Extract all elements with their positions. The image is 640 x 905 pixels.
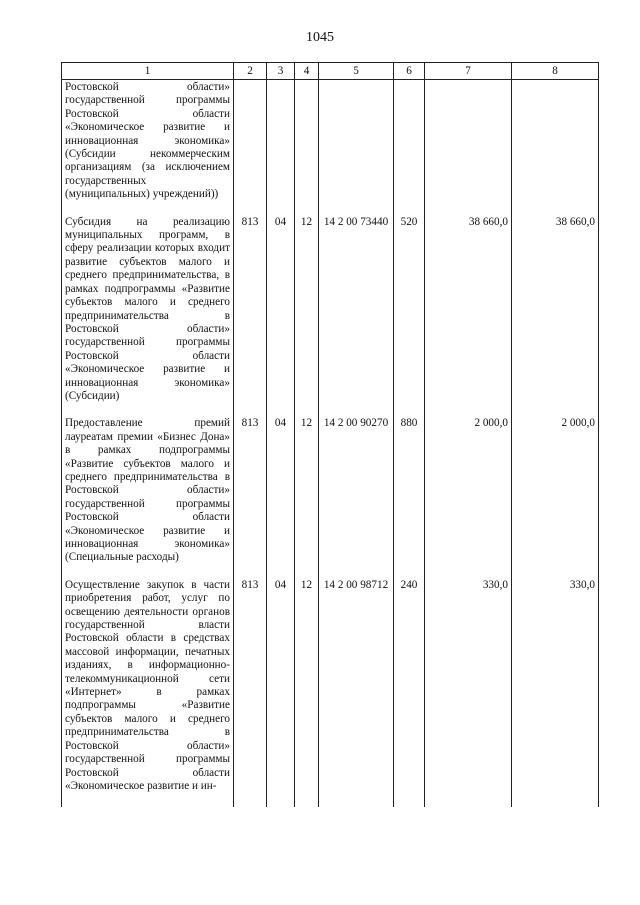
cell-section: 04 <box>267 417 295 578</box>
cell-subsection: 12 <box>295 216 319 418</box>
cell-section: 04 <box>267 216 295 418</box>
row-description: Осуществление закупок в части приобретения работ, услуг по освещению деятельности органов государственной власти Ростовской области в средствах массовой информации, печатных изданиях, в информационно-телекоммуникационной сети «Интернет» в рамках подпрограммы «Развитие субъектов малого и среднего предпринимательства в Ростовской области» государственной программы Ростовской области «Экономическое развитие и ин- <box>62 579 234 808</box>
row-description: Субсидия на реализацию муниципальных программ, в сферу реализации которых входит развитие субъектов малого и среднего предпринимательства, в рамках подпрограммы «Развитие субъектов малого и среднего предпринимательства в Ростовской области» государственной программы Ростовской области «Экономическое развитие и инновационная экономика» (Субсидии) <box>62 216 234 418</box>
page-number: 1045 <box>306 30 334 45</box>
cell-amount-2: 330,0 <box>512 579 599 808</box>
cell-ministry <box>234 80 267 216</box>
cell-target-code: 14 2 00 98712 <box>319 579 394 808</box>
cell-amount-2 <box>512 80 599 216</box>
cell-subsection: 12 <box>295 579 319 808</box>
column-header-5: 5 <box>319 63 394 80</box>
table-row <box>62 579 599 808</box>
cell-section <box>267 80 295 216</box>
column-header-6: 6 <box>394 63 425 80</box>
column-header-7: 7 <box>425 63 512 80</box>
cell-amount-1: 38 660,0 <box>425 216 512 418</box>
row-description: Ростовской области» государственной программы Ростовской области «Экономическое развитие и инновационная экономика» (Субсидии некоммерческим организациям (за исключением государственных (муниципальных) учреждений)) <box>62 80 234 216</box>
cell-amount-1: 2 000,0 <box>425 417 512 578</box>
table-row <box>62 417 599 578</box>
column-header-1: 1 <box>62 63 234 80</box>
cell-expense-type: 240 <box>394 579 425 808</box>
table-row <box>62 80 599 216</box>
table-row <box>62 216 599 418</box>
cell-amount-1 <box>425 80 512 216</box>
column-header-8: 8 <box>512 63 599 80</box>
column-header-4: 4 <box>295 63 319 80</box>
cell-target-code: 14 2 00 73440 <box>319 216 394 418</box>
cell-ministry: 813 <box>234 579 267 808</box>
cell-ministry: 813 <box>234 417 267 578</box>
cell-expense-type <box>394 80 425 216</box>
column-header-3: 3 <box>267 63 295 80</box>
budget-table <box>61 62 599 807</box>
row-description: Предоставление премий лауреатам премии «Бизнес Дона» в рамках подпрограммы «Развитие субъектов малого и среднего предпринимательства в Ростовской области» государственной программы Ростовской области «Экономическое развитие и инновационная экономика» (Специальные расходы) <box>62 417 234 578</box>
cell-amount-2: 38 660,0 <box>512 216 599 418</box>
cell-amount-2: 2 000,0 <box>512 417 599 578</box>
cell-subsection <box>295 80 319 216</box>
column-header-2: 2 <box>234 63 267 80</box>
cell-target-code <box>319 80 394 216</box>
header-row <box>62 63 599 80</box>
cell-target-code: 14 2 00 90270 <box>319 417 394 578</box>
cell-amount-1: 330,0 <box>425 579 512 808</box>
cell-subsection: 12 <box>295 417 319 578</box>
cell-ministry: 813 <box>234 216 267 418</box>
cell-section: 04 <box>267 579 295 808</box>
cell-expense-type: 880 <box>394 417 425 578</box>
cell-expense-type: 520 <box>394 216 425 418</box>
